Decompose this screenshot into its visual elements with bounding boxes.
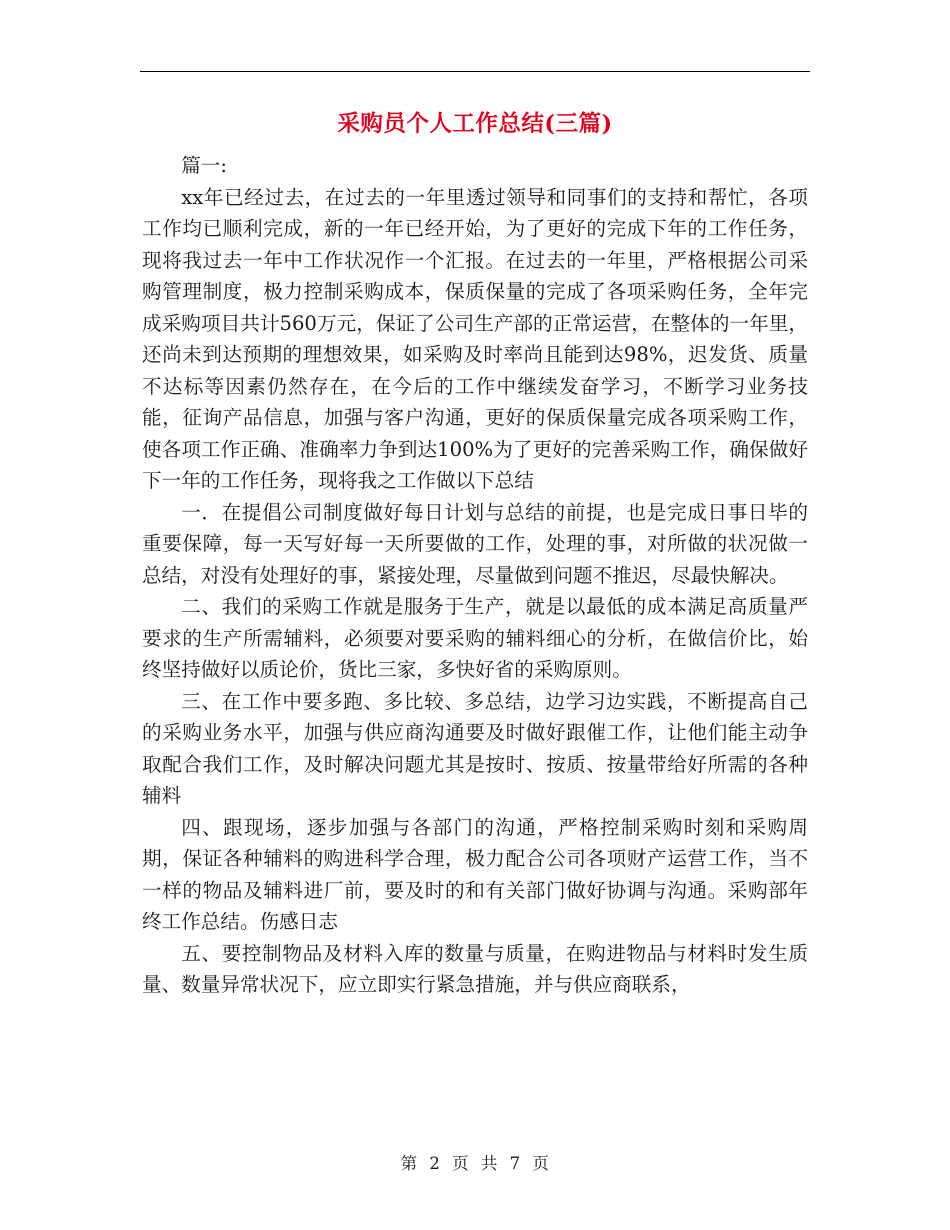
- paragraph-point-4: 四、跟现场，逐步加强与各部门的沟通，严格控制采购时刻和采购周期，保证各种辅料的购进科学合理，极力配合公司各项财产运营工作，当不一样的物品及辅料进厂前，要及时的和有关部门做好协调与沟通。采购部年终工作总结。伤感日志: [142, 815, 808, 933]
- header-rule: [140, 71, 810, 72]
- paragraph-intro: xx年已经过去，在过去的一年里透过领导和同事们的支持和帮忙，各项工作均已顺利完成，新的一年已经开始，为了更好的完成下年的工作任务，现将我过去一年中工作状况作一个汇报。在过去的一年里，严格根据公司采购管理制度，极力控制采购成本，保质保量的完成了各项采购任务，全年完成采购项目共计560万元，保证了公司生产部的正常运营，在整体的一年里，还尚未到达预期的理想效果，如采购及时率尚且能到达98%，迟发货、质量不达标等因素仍然存在，在今后的工作中继续发奋学习，不断学习业务技能，征询产品信息，加强与客户沟通，更好的保质保量完成各项采购工作，使各项工作正确、准确率力争到达100%为了更好的完善采购工作，确保做好下一年的工作任务，现将我之工作做以下总结: [142, 185, 808, 492]
- document-title: 采购员个人工作总结(三篇): [337, 111, 613, 137]
- paragraph-point-1: 一．在提倡公司制度做好每日计划与总结的前提，也是完成日事日毕的重要保障，每一天写好每一天所要做的工作，处理的事，对所做的状况做一总结，对没有处理好的事，紧接处理，尽量做到问题不推迟，尽最快解决。: [142, 500, 808, 587]
- section-heading: 篇一:: [181, 154, 227, 177]
- paragraph-point-3: 三、在工作中要多跑、多比较、多总结，边学习边实践，不断提高自己的采购业务水平，加强与供应商沟通要及时做好跟催工作，让他们能主动争取配合我们工作，及时解决问题尤其是按时、按质、按量带给好所需的各种辅料: [142, 689, 808, 807]
- paragraph-point-5: 五、要控制物品及材料入库的数量与质量，在购进物品与材料时发生质量、数量异常状况下，应立即实行紧急措施，并与供应商联系，: [142, 941, 808, 996]
- document-body: [142, 150, 808, 1001]
- page-number-footer: 第 2 页 共 7 页: [400, 1154, 550, 1173]
- paragraph-point-2: 二、我们的采购工作就是服务于生产，就是以最低的成本满足高质量严要求的生产所需辅料，必须要对要采购的辅料细心的分析，在做信价比，始终坚持做好以质论价，货比三家，多快好省的采购原则。: [142, 595, 808, 681]
